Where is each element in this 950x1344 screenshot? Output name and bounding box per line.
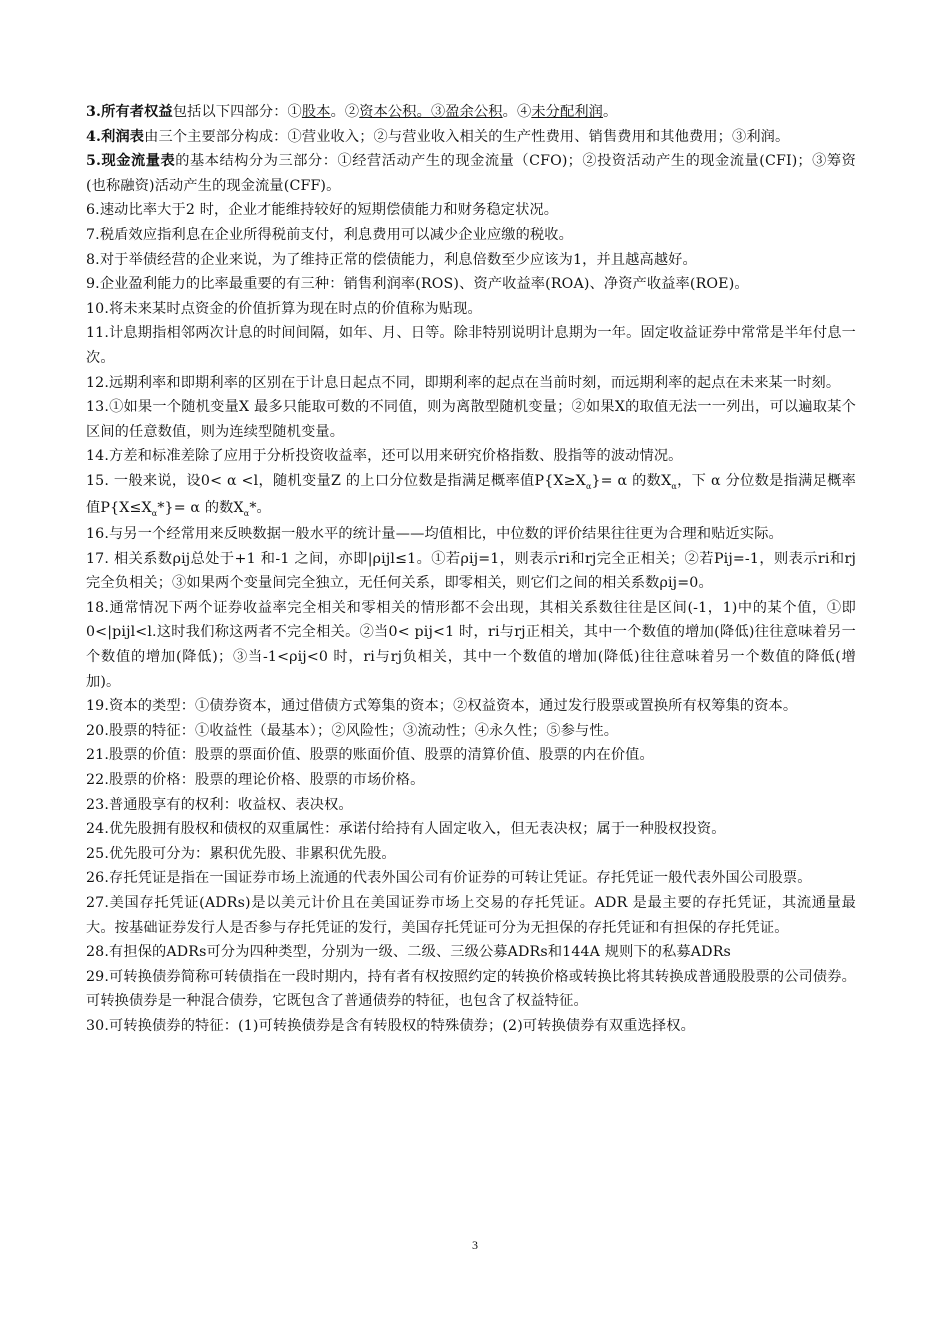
item-5 xyxy=(86,149,856,198)
underlined-term: 资本公积。③ xyxy=(359,104,446,120)
item-19: 19.资本的类型：①债券资本，通过借债方式筹集的资本；②权益资本，通过发行股票或置换所有权筹集的资本。 xyxy=(86,698,798,715)
item-7: 7.税盾效应指利息在企业所得税前支付，利息费用可以减少企业应缴的税收。 xyxy=(86,226,573,243)
item-16: 16.与另一个经常用来反映数据一般水平的统计量——均值相比，中位数的评价结果往往更为合理和贴近实际。 xyxy=(86,526,783,543)
item-text: 的基本结构分为三部分：①经营活动产生的现金流量（CFO)；②投资活动产生的现金流量(CFI)；③筹资(也称融资)活动产生的现金流量(CFF)。 xyxy=(86,153,856,194)
item-number: 3. xyxy=(86,104,102,120)
item-text: }= α 的数X xyxy=(591,472,672,489)
item-17: 17. 相关系数ρij总处于+1 和-1 之间，亦即|ρijl≤1。①若ρij=1，则表示ri和rj完全正相关；②若Pij=-1，则表示ri和rj完全负相关；③如果两个变量间完全独立，无任何关系，即零相关，则它们之间的相关系数ρij=0。 xyxy=(86,550,856,592)
item-22: 22.股票的价格：股票的理论价格、股票的市场价格。 xyxy=(86,772,425,789)
item-21: 21.股票的价值：股票的票面价值、股票的账面价值、股票的清算价值、股票的内在价值。 xyxy=(86,747,654,764)
item-28: 28.有担保的ADRs可分为四种类型，分别为一级、二级、三级公募ADRs和144A 规则下的私募ADRs xyxy=(86,944,731,961)
item-9: 9.企业盈利能力的比率最重要的有三种：销售利润率(ROS)、资产收益率(ROA)、净资产收益率(ROE)。 xyxy=(86,276,749,293)
item-25: 25.优先股可分为：累积优先股、非累积优先股。 xyxy=(86,845,396,862)
subscript: α xyxy=(151,508,158,518)
item-30: 30.可转换债券的特征：(1)可转换债券是含有转股权的特殊债券；(2)可转换债券有双重选择权。 xyxy=(86,1017,695,1034)
item-3 xyxy=(86,100,856,125)
item-8: 8.对于举债经营的企业来说，为了维持正常的偿债能力，利息倍数至少应该为1，并且越高越好。 xyxy=(86,251,697,268)
subscript: α xyxy=(671,481,677,491)
item-18: 18.通常情况下两个证券收益率完全相关和零相关的情形都不会出现，其相关系数往往是区间(-1，1)中的某个值，①即0<|pijl<l.这时我们称这两者不完全相关。②当0< pij<1 时，ri与rj正相关，其中一个数值的增加(降低)往往意味着另一个数值的增加(降低)；③当-1<ρij<0 时，ri与rj负相关，其中一个数值的增加(降低)往往意味着另一个数值的降低(增加)。 xyxy=(86,599,856,690)
item-6: 6.速动比率大于2 时，企业才能维持较好的短期偿债能力和财务稳定状况。 xyxy=(86,202,559,219)
item-text: 。④ xyxy=(502,104,532,120)
item-number: 5. xyxy=(86,153,102,170)
item-number: 4. xyxy=(86,128,102,145)
item-text: 。 xyxy=(603,104,618,120)
term-income-statement: 利润表 xyxy=(101,128,145,145)
item-20: 20.股票的特征：①收益性（最基本）；②风险性；③流动性；④永久性；⑤参与性。 xyxy=(86,722,619,739)
item-10: 10.将未来某时点资金的价值折算为现在时点的价值称为贴现。 xyxy=(86,300,482,317)
item-13: 13.①如果一个随机变量X 最多只能取可数的不同值，则为离散型随机变量；②如果X的取值无法一一列出，可以遍取某个区间的任意数值，则为连续型随机变量。 xyxy=(86,399,856,440)
item-text: 15. 一般来说，设0< α <l，随机变量Z 的上口分位数是指满足概率值P{X≥X xyxy=(86,472,586,489)
item-text: 由三个主要部分构成：①营业收入；②与营业收入相关的生产性费用、销售费用和其他费用；③利润。 xyxy=(144,128,790,145)
subscript: α xyxy=(243,508,250,518)
document-body xyxy=(86,100,856,1039)
item-26: 26.存托凭证是指在一国证券市场上流通的代表外国公司有价证券的可转让凭证。存托凭证一般代表外国公司股票。 xyxy=(86,870,812,887)
item-text: 包括以下四部分：① xyxy=(172,104,302,120)
item-14: 14.方差和标准差除了应用于分析投资收益率，还可以用来研究价格指数、股指等的波动情况。 xyxy=(86,448,683,465)
item-text: ，下 α 分位数是指满足概率值P{X≤X xyxy=(86,472,857,516)
item-15 xyxy=(86,469,856,522)
subscript: α xyxy=(585,481,592,491)
page-number: 3 xyxy=(472,1238,478,1252)
item-29: 29.可转换债券简称可转债指在一段时期内，持有者有权按照约定的转换价格或转换比将其转换成普通股股票的公司债券。可转换债券是一种混合债券，它既包含了普通债券的特征，也包含了权益特征。 xyxy=(86,968,856,1010)
underlined-term: 盈余公积 xyxy=(445,104,503,120)
item-24: 24.优先股拥有股权和债权的双重属性：承诺付给持有人固定收入，但无表决权；属于一种股权投资。 xyxy=(86,821,726,838)
item-4 xyxy=(86,125,856,150)
underlined-term: 股本 xyxy=(301,104,331,120)
item-11: 11.计息期指相邻两次计息的时间间隔，如年、月、日等。除非特别说明计息期为一年。固定收益证券中常常是半年付息一次。 xyxy=(86,325,856,366)
item-23: 23.普通股享有的权利：收益权、表决权。 xyxy=(86,796,353,813)
item-text: *}= α 的数X xyxy=(157,499,244,516)
term-cash-flow-statement: 现金流量表 xyxy=(101,153,176,170)
term-owners-equity: 所有者权益 xyxy=(101,104,173,120)
item-12: 12.远期利率和即期利率的区别在于计息日起点不同，即期利率的起点在当前时刻，而远期利率的起点在未来某一时刻。 xyxy=(86,374,841,391)
underlined-term: 未分配利润 xyxy=(531,104,604,120)
item-text: 。② xyxy=(330,104,360,120)
item-text: *。 xyxy=(249,499,271,516)
item-27: 27.美国存托凭证(ADRs)是以美元计价且在美国证券市场上交易的存托凭证。ADR 是最主要的存托凭证，其流通量最大。按基础证券发行人是否参与存托凭证的发行，美国存托凭证可分为无担保的存托凭证和有担保的存托凭证。 xyxy=(86,895,856,936)
